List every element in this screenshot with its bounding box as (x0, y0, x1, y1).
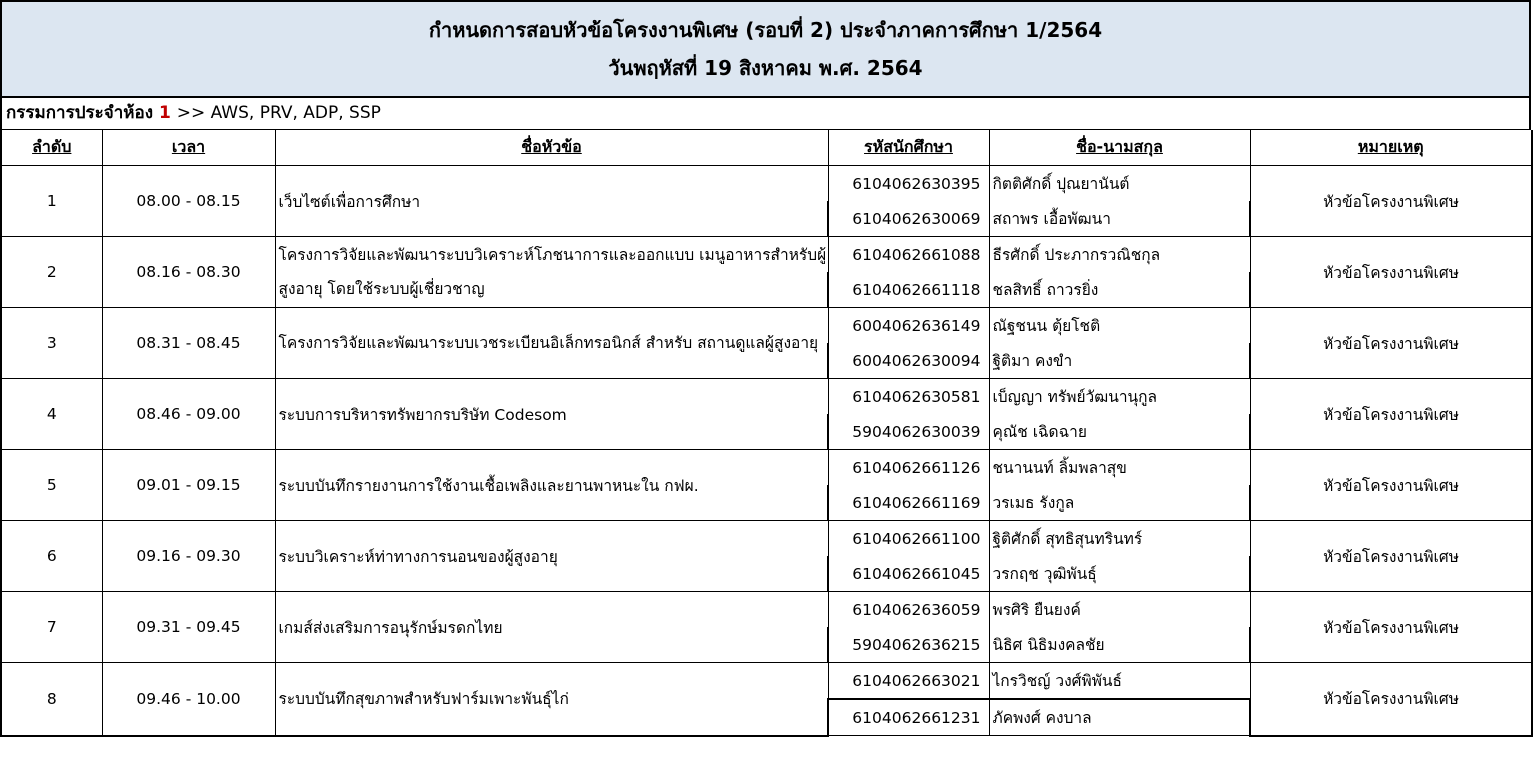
header-name: ชื่อ-นามสกุล (989, 130, 1250, 166)
note-cell: หัวข้อโครงงานพิเศษ (1250, 663, 1532, 736)
table-row (1, 379, 1532, 415)
student-id-cell: 6004062630094 (828, 343, 989, 379)
schedule-table (0, 130, 1533, 737)
note-cell: หัวข้อโครงงานพิเศษ (1250, 308, 1532, 379)
student-name-cell: ณัฐชนน ตุ้ยโชติ (989, 308, 1250, 344)
note-cell: หัวข้อโครงงานพิเศษ (1250, 450, 1532, 521)
student-id-cell: 6104062630069 (828, 201, 989, 237)
student-name-cell: พรศิริ ยืนยงค์ (989, 592, 1250, 628)
student-id-cell: 6104062661169 (828, 485, 989, 521)
time-cell: 09.16 - 09.30 (102, 521, 275, 592)
student-id-cell: 6104062661231 (828, 699, 989, 736)
student-id-cell: 6104062630581 (828, 379, 989, 415)
topic-cell: ระบบบันทึกสุขภาพสำหรับฟาร์มเพาะพันธุ์ไก่ (275, 663, 828, 736)
title-block (0, 0, 1531, 98)
table-row (1, 592, 1532, 628)
note-cell: หัวข้อโครงงานพิเศษ (1250, 521, 1532, 592)
student-name-cell: วรกฤช วุฒิพันธุ์ (989, 556, 1250, 592)
student-id-cell: 6004062636149 (828, 308, 989, 344)
student-name-cell: ไกรวิชญ์ วงศ์พิพันธ์ (989, 663, 1250, 700)
note-cell: หัวข้อโครงงานพิเศษ (1250, 237, 1532, 308)
time-cell: 08.16 - 08.30 (102, 237, 275, 308)
header-note: หมายเหตุ (1250, 130, 1532, 166)
topic-cell: โครงการวิจัยและพัฒนาระบบวิเคราะห์โภชนาการและออกแบบ เมนูอาหารสำหรับผู้สูงอายุ โดยใช้ระบบผู้เชี่ยวชาญ (275, 237, 828, 308)
time-cell: 09.31 - 09.45 (102, 592, 275, 663)
seq-cell: 5 (1, 450, 102, 521)
note-cell: หัวข้อโครงงานพิเศษ (1250, 592, 1532, 663)
student-id-cell: 6104062661100 (828, 521, 989, 557)
time-cell: 09.01 - 09.15 (102, 450, 275, 521)
title-line-2: วันพฤหัสที่ 19 สิงหาคม พ.ศ. 2564 (608, 56, 923, 80)
student-id-cell: 6104062661088 (828, 237, 989, 273)
student-id-cell: 6104062630395 (828, 166, 989, 202)
student-name-cell: ธีรศักดิ์ ประภากรวณิชกุล (989, 237, 1250, 273)
table-row (1, 237, 1532, 273)
student-id-cell: 6104062661118 (828, 272, 989, 308)
student-name-cell: สถาพร เอื้อพัฒนา (989, 201, 1250, 237)
table-row (1, 450, 1532, 486)
seq-cell: 8 (1, 663, 102, 736)
seq-cell: 2 (1, 237, 102, 308)
table-row (1, 521, 1532, 557)
student-name-cell: ฐิติมา คงขำ (989, 343, 1250, 379)
header-time: เวลา (102, 130, 275, 166)
student-name-cell: กิตติศักดิ์ ปุณยานันต์ (989, 166, 1250, 202)
note-cell: หัวข้อโครงงานพิเศษ (1250, 166, 1532, 237)
topic-cell: เกมส์ส่งเสริมการอนุรักษ์มรดกไทย (275, 592, 828, 663)
topic-cell: ระบบการบริหารทรัพยากรบริษัท Codesom (275, 379, 828, 450)
table-row (1, 166, 1532, 202)
committee-members: >> AWS, PRV, ADP, SSP (176, 103, 381, 123)
time-cell: 08.46 - 09.00 (102, 379, 275, 450)
student-name-cell: เบ็ญญา ทรัพย์วัฒนานุกูล (989, 379, 1250, 415)
committee-label: กรรมการประจำห้อง (6, 103, 154, 123)
seq-cell: 6 (1, 521, 102, 592)
header-topic: ชื่อหัวข้อ (275, 130, 828, 166)
student-id-cell: 6104062663021 (828, 663, 989, 700)
seq-cell: 7 (1, 592, 102, 663)
table-row (1, 663, 1532, 700)
committee-number: 1 (158, 103, 171, 123)
student-name-cell: นิธิศ นิธิมงคลชัย (989, 627, 1250, 663)
student-name-cell: วรเมธ รังกูล (989, 485, 1250, 521)
seq-cell: 3 (1, 308, 102, 379)
topic-cell: โครงการวิจัยและพัฒนาระบบเวชระเบียนอิเล็กทรอนิกส์ สำหรับ สถานดูแลผู้สูงอายุ (275, 308, 828, 379)
student-name-cell: ภัคพงศ์ คงบาล (989, 699, 1250, 736)
student-id-cell: 6104062636059 (828, 592, 989, 628)
table-body (1, 166, 1532, 736)
table-row (1, 308, 1532, 344)
topic-cell: ระบบบันทึกรายงานการใช้งานเชื้อเพลิงและยานพาหนะใน กฟผ. (275, 450, 828, 521)
student-id-cell: 6104062661126 (828, 450, 989, 486)
header-student-id: รหัสนักศึกษา (828, 130, 989, 166)
student-id-cell: 5904062636215 (828, 627, 989, 663)
student-id-cell: 5904062630039 (828, 414, 989, 450)
note-cell: หัวข้อโครงงานพิเศษ (1250, 379, 1532, 450)
time-cell: 08.00 - 08.15 (102, 166, 275, 237)
student-name-cell: ชลสิทธิ์ ถาวรยิ่ง (989, 272, 1250, 308)
student-name-cell: ชนานนท์ ลิ้มพลาสุข (989, 450, 1250, 486)
title-line-1: กำหนดการสอบหัวข้อโครงงานพิเศษ (รอบที่ 2) ประจำภาคการศึกษา 1/2564 (428, 18, 1103, 42)
student-id-cell: 6104062661045 (828, 556, 989, 592)
committee-row (0, 98, 1531, 130)
time-cell: 09.46 - 10.00 (102, 663, 275, 736)
student-name-cell: ฐิติศักดิ์ สุทธิสุนทรินทร์ (989, 521, 1250, 557)
topic-cell: เว็บไซต์เพื่อการศึกษา (275, 166, 828, 237)
seq-cell: 4 (1, 379, 102, 450)
time-cell: 08.31 - 08.45 (102, 308, 275, 379)
header-seq: ลำดับ (1, 130, 102, 166)
topic-cell: ระบบวิเคราะห์ท่าทางการนอนของผู้สูงอายุ (275, 521, 828, 592)
seq-cell: 1 (1, 166, 102, 237)
student-name-cell: คุณัช เฉิดฉาย (989, 414, 1250, 450)
header-row (1, 130, 1532, 166)
